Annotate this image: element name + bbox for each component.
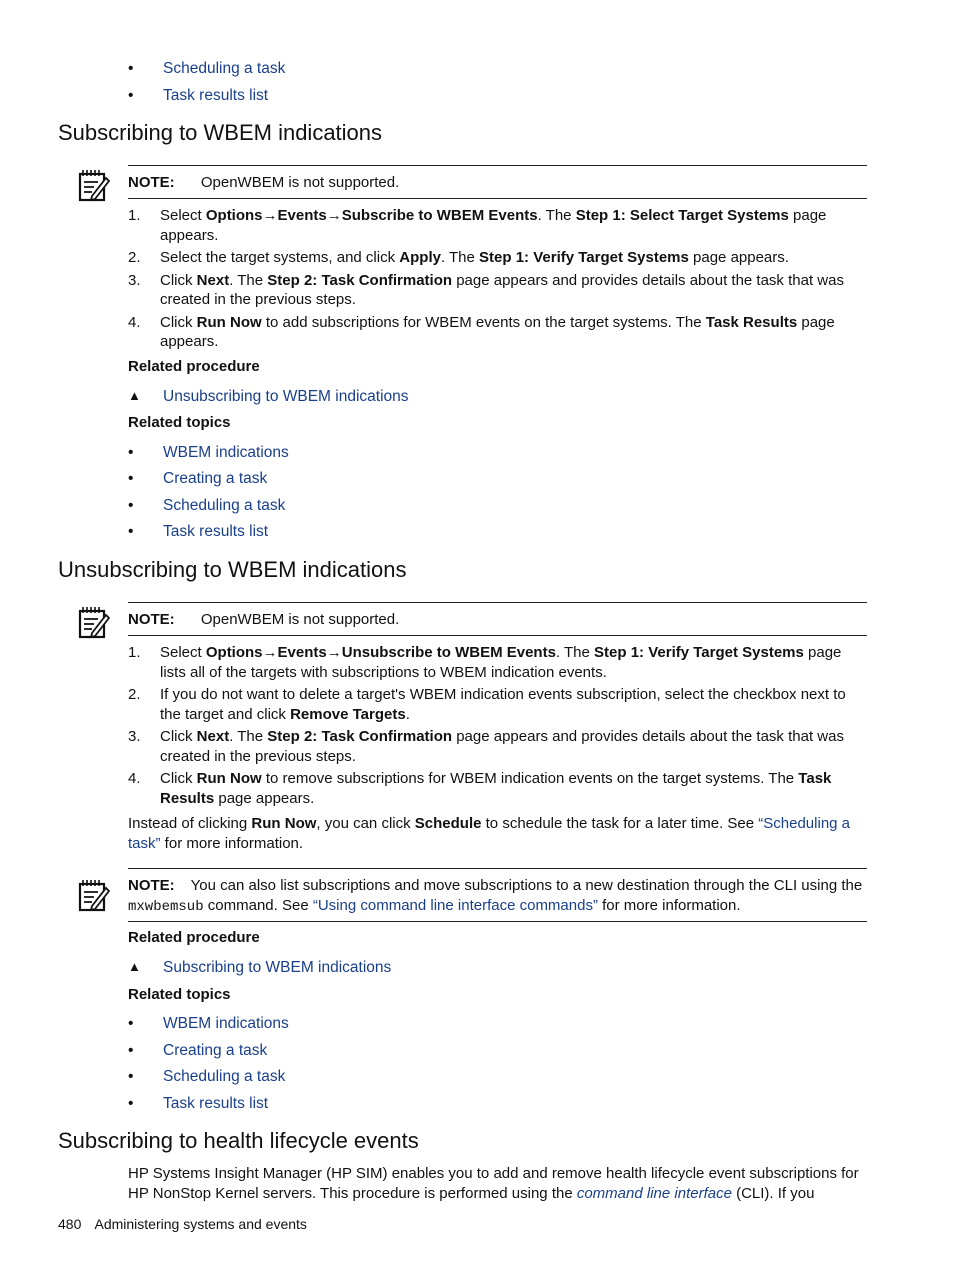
note-icon — [78, 168, 110, 202]
bold-term: Subscribe to WBEM Events — [341, 207, 538, 224]
bullet: • — [128, 497, 134, 514]
note — [128, 173, 399, 193]
bold-term: Options — [205, 207, 263, 224]
instead-paragraph: Instead of clicking Run Now, you can click Schedule to schedule the task for a later time. See “Scheduling a task” for more information. — [128, 815, 851, 852]
bold-term: Run Now — [196, 313, 262, 331]
link-creating-a-task[interactable]: Creating a task — [163, 470, 268, 487]
section-title: Unsubscribing to WBEM indications — [58, 557, 407, 582]
related-procedure-heading: Related procedure — [128, 358, 260, 375]
note-label: NOTE: — [128, 611, 175, 628]
bold-term: Task Results — [160, 770, 832, 807]
bullet: • — [128, 60, 134, 77]
bold-term: Step 1: Select Target Systems — [575, 207, 789, 224]
paragraph: HP Systems Insight Manager (HP SIM) enables you to add and remove health lifecycle event subscriptions for HP NonStop Kernel servers. This procedure is performed using the command line interface (CLI). If you — [128, 1165, 859, 1202]
procedure-steps — [128, 643, 868, 811]
procedure-step — [128, 206, 868, 245]
link-unsubscribing-to-wbem-indications[interactable]: Unsubscribing to WBEM indications — [163, 388, 409, 405]
bullet: • — [128, 1015, 134, 1032]
note-text: You can also list subscriptions and move subscriptions to a new destination through the CLI using the mxwbemsub command. See “Using command line interface commands” for more information. — [128, 877, 863, 915]
note — [128, 876, 868, 917]
step-text: Click Next. The Step 2: Task Confirmation page appears and provides details about the task that was created in the previous steps. — [160, 271, 844, 308]
link-task-results-list[interactable]: Task results list — [163, 87, 269, 104]
bold-term: Step 2: Task Confirmation — [267, 728, 453, 745]
procedure-step — [128, 248, 868, 268]
link-creating-a-task[interactable]: Creating a task — [163, 1042, 268, 1059]
related-topics-heading: Related topics — [128, 986, 231, 1003]
note — [128, 610, 399, 630]
link-wbem-indications[interactable]: WBEM indications — [163, 444, 289, 461]
bold-term: Run Now — [251, 815, 317, 832]
note-label: NOTE: — [128, 877, 175, 894]
procedure-step — [128, 643, 868, 682]
step-number: 3. — [128, 728, 141, 745]
bold-term: Step 2: Task Confirmation — [267, 271, 453, 289]
triangle-icon: ▲ — [128, 388, 141, 403]
procedure-step — [128, 727, 868, 766]
bold-term: Events — [277, 644, 327, 661]
step-text: Click Run Now to remove subscriptions for WBEM indication events on the target systems. The Task Results page appears. — [160, 770, 832, 807]
step-number: 2. — [128, 686, 141, 703]
step-number: 3. — [128, 271, 141, 289]
note-text: OpenWBEM is not supported. — [200, 611, 400, 628]
step-text: Select Options→Events→Subscribe to WBEM Events. The Step 1: Select Target Systems page appears. — [160, 207, 827, 244]
bullet: • — [128, 470, 134, 487]
section-title: Subscribing to WBEM indications — [58, 120, 383, 145]
procedure-step — [128, 271, 868, 310]
bullet: • — [128, 1095, 134, 1112]
bullet: • — [128, 444, 134, 461]
link-task-results-list[interactable]: Task results list — [163, 523, 269, 540]
link-task-results-list[interactable]: Task results list — [163, 1095, 269, 1112]
page-number: 480 — [58, 1216, 82, 1232]
bold-term: Step 1: Verify Target Systems — [594, 644, 804, 661]
triangle-icon: ▲ — [128, 959, 141, 974]
bullet: • — [128, 1042, 134, 1059]
link-scheduling-a-task[interactable]: Scheduling a task — [163, 497, 286, 514]
step-number: 4. — [128, 770, 141, 787]
procedure-step — [128, 769, 868, 808]
note-rule-bottom — [128, 198, 867, 199]
step-number: 1. — [128, 207, 141, 224]
bold-term: Remove Targets — [290, 705, 406, 723]
related-topics-heading: Related topics — [128, 414, 231, 431]
procedure-step — [128, 313, 868, 352]
bullet: • — [128, 523, 134, 540]
section-title: Subscribing to health lifecycle events — [58, 1128, 419, 1153]
inline-link[interactable]: “Using command line interface commands” — [312, 896, 598, 914]
inline-link[interactable]: command line interface — [576, 1184, 732, 1202]
page-footer — [58, 1216, 307, 1232]
step-text: If you do not want to delete a target's WBEM indication events subscription, select the checkbox next to the target and click Remove Targets. — [160, 686, 846, 723]
procedure-step — [128, 685, 868, 724]
footer-section: Administering systems and events — [94, 1216, 307, 1232]
note-rule-bottom — [128, 921, 867, 922]
bold-term: Unsubscribe to WBEM Events — [341, 644, 556, 661]
link-subscribing-to-wbem-indications[interactable]: Subscribing to WBEM indications — [163, 959, 392, 976]
bold-term: Step 1: Verify Target Systems — [479, 249, 689, 266]
command-name: mxwbemsub — [128, 898, 204, 915]
step-text: Click Next. The Step 2: Task Confirmation page appears and provides details about the task that was created in the previous steps. — [160, 728, 844, 765]
link-scheduling-a-task[interactable]: Scheduling a task — [163, 1068, 286, 1085]
bold-term: Task Results — [705, 313, 798, 331]
note-text: OpenWBEM is not supported. — [200, 174, 400, 191]
bold-term: Next — [196, 728, 230, 745]
bullet: • — [128, 87, 134, 104]
bold-term: Next — [196, 271, 230, 289]
bullet: • — [128, 1068, 134, 1085]
procedure-steps — [128, 206, 868, 355]
bold-term: Run Now — [196, 770, 262, 787]
bold-term: Events — [277, 207, 327, 224]
bold-term: Options — [205, 644, 263, 661]
inline-link[interactable]: “Scheduling a task” — [128, 815, 851, 852]
note-label: NOTE: — [128, 174, 175, 191]
note-rule-top — [128, 868, 867, 869]
step-text: Click Run Now to add subscriptions for WBEM events on the target systems. The Task Results page appears. — [160, 313, 835, 350]
note-rule-top — [128, 165, 867, 166]
step-text: Select Options→Events→Unsubscribe to WBEM Events. The Step 1: Verify Target Systems page lists all of the targets with subscriptions to WBEM indication events. — [160, 644, 842, 681]
note-icon — [78, 878, 110, 912]
note-rule-top — [128, 602, 867, 603]
bold-term: Apply — [399, 249, 441, 266]
note-icon — [78, 605, 110, 639]
step-number: 2. — [128, 249, 141, 266]
step-number: 1. — [128, 644, 141, 661]
note-rule-bottom — [128, 635, 867, 636]
bold-term: Schedule — [414, 815, 482, 832]
step-text: Select the target systems, and click Apply. The Step 1: Verify Target Systems page appears. — [160, 249, 789, 266]
related-procedure-heading: Related procedure — [128, 929, 260, 946]
link-scheduling-a-task[interactable]: Scheduling a task — [163, 60, 286, 77]
link-wbem-indications[interactable]: WBEM indications — [163, 1015, 289, 1032]
step-number: 4. — [128, 313, 141, 331]
